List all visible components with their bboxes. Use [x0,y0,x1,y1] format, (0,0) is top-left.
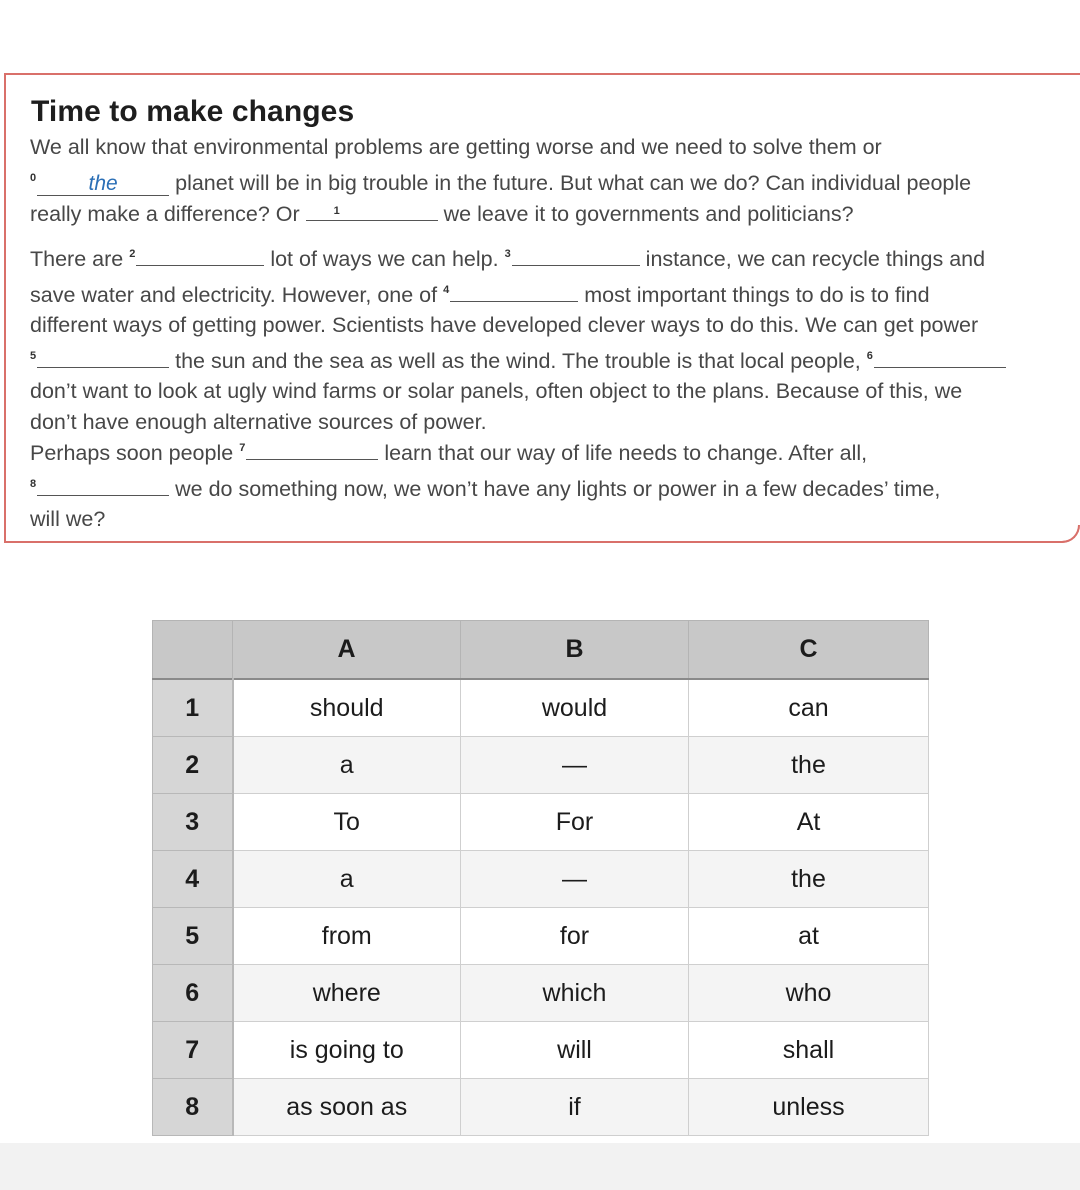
header-b: B [461,621,689,680]
choices-table [152,620,929,1136]
option-b[interactable]: for [461,908,689,965]
gap-number: 0 [30,171,37,184]
table-row [153,1022,929,1079]
header-corner [153,621,233,680]
row-number: 1 [153,679,233,737]
gap-0-answer: the [37,173,169,196]
text-line: don’t have enough alternative sources of power. [30,409,487,434]
option-b[interactable]: which [461,965,689,1022]
option-a[interactable]: a [233,737,461,794]
table-row [153,679,929,737]
option-b[interactable]: would [461,679,689,737]
option-c[interactable]: can [689,679,929,737]
table-row [153,908,929,965]
text-line: save water and electricity. However, one of $^4$ most important things to do is to find [30,275,1065,311]
article-title: Time to make changes [31,95,355,128]
option-c[interactable]: the [689,737,929,794]
table-row [153,851,929,908]
text-line: We all know that environmental problems are getting worse and we need to solve them or [30,135,882,159]
gap-4-blank[interactable] [450,279,578,302]
table-row [153,1079,929,1136]
gap-number: 8 [30,477,37,490]
option-c[interactable]: At [689,794,929,851]
option-c[interactable]: unless [689,1079,929,1136]
text-line: There are $^2$ lot of ways we can help. $^3$ instance, we can recycle things and [30,239,1065,275]
paragraph-3 [30,433,1065,535]
table-row [153,794,929,851]
option-a[interactable]: should [233,679,461,737]
header-a: A [233,621,461,680]
row-number: 3 [153,794,233,851]
table-header-row [153,621,929,680]
row-number: 7 [153,1022,233,1079]
gap-number: 5 [30,349,37,362]
option-a[interactable]: a [233,851,461,908]
row-number: 6 [153,965,233,1022]
text-line: really make a difference? Or 1 we leave it to governments and politicians? [30,198,1065,230]
text-line: $^5$ the sun and the sea as well as the wind. The trouble is that local people, $^6$ [30,341,1065,377]
table-row [153,737,929,794]
row-number: 8 [153,1079,233,1136]
paragraph-2 [30,239,1065,437]
option-b[interactable]: will [461,1022,689,1079]
gap-6-blank[interactable] [874,345,1006,368]
gap-number: 2 [129,248,136,260]
gap-number: 1 [333,205,340,217]
header-c: C [689,621,929,680]
option-b[interactable]: — [461,851,689,908]
gap-2-blank[interactable] [136,243,264,266]
text-line: don’t want to look at ugly wind farms or solar panels, often object to the plans. Because of this, we [30,379,963,403]
option-c[interactable]: the [689,851,929,908]
paragraph-1 [30,132,1065,230]
bottom-strip [0,1143,1080,1190]
gap-7-blank[interactable] [246,437,378,460]
gap-8-blank[interactable] [37,473,169,496]
text-line: $^0$ the planet will be in big trouble in the future. But what can we do? Can individual people [30,170,972,195]
row-number: 2 [153,737,233,794]
option-b[interactable]: if [461,1079,689,1136]
text-line: $^8$ we do something now, we won’t have any lights or power in a few decades’ time, [30,469,1065,505]
option-a[interactable]: from [233,908,461,965]
option-a[interactable]: as soon as [233,1079,461,1136]
gap-number: 7 [239,442,246,454]
gap-5-blank[interactable] [37,345,169,368]
gap-number: 4 [443,283,450,296]
table-row [153,965,929,1022]
option-c[interactable]: at [689,908,929,965]
row-number: 4 [153,851,233,908]
option-c[interactable]: shall [689,1022,929,1079]
choices-table-wrap [152,620,928,1136]
option-a[interactable]: where [233,965,461,1022]
option-a[interactable]: is going to [233,1022,461,1079]
text-line: Perhaps soon people $^7$ learn that our way of life needs to change. After all, [30,433,1065,469]
text-line: different ways of getting power. Scientists have developed clever ways to do this. We can get power [30,313,979,337]
option-b[interactable]: — [461,737,689,794]
gap-number: 3 [504,248,511,260]
row-number: 5 [153,908,233,965]
option-a[interactable]: To [233,794,461,851]
option-c[interactable]: who [689,965,929,1022]
gap-number: 6 [866,349,873,362]
option-b[interactable]: For [461,794,689,851]
text-line: will we? [30,507,106,531]
gap-1-blank[interactable] [306,198,438,221]
gap-3-blank[interactable] [512,243,640,266]
article-box [4,73,1080,543]
